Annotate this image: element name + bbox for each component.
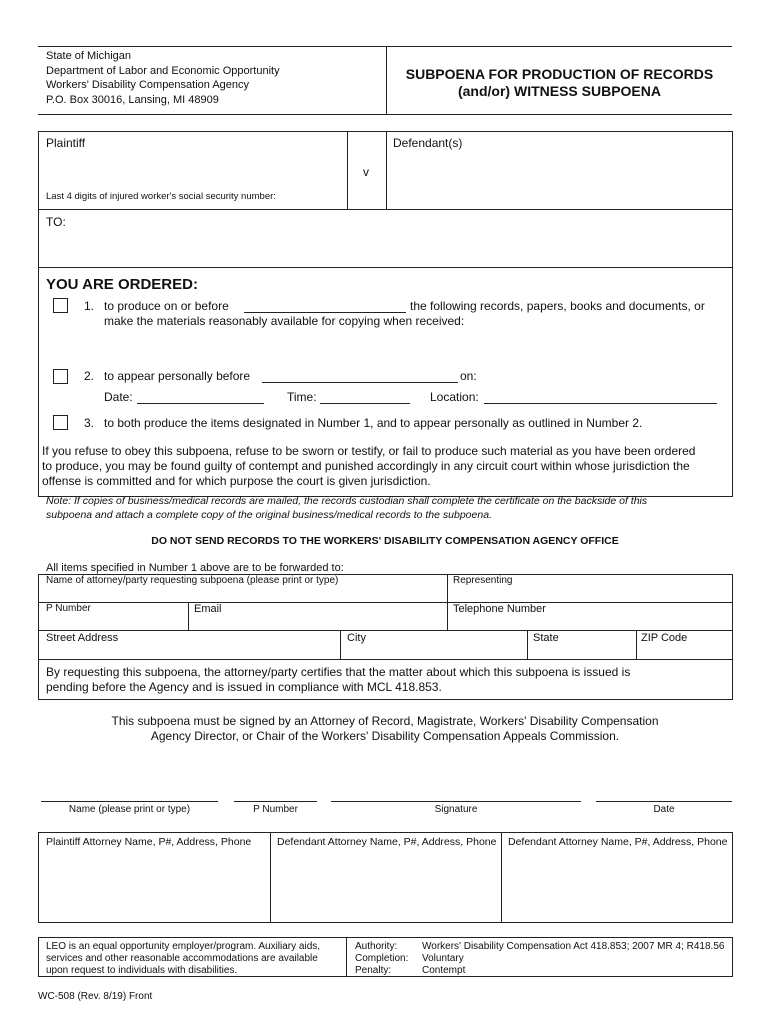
order-2-checkbox[interactable] — [53, 369, 68, 384]
city-label: City — [347, 632, 366, 644]
email-field[interactable] — [189, 616, 446, 629]
certification-line: pending before the Agency and is issued in compliance with MCL 418.853. — [46, 680, 442, 694]
certification-line: By requesting this subpoena, the attorney/party certifies that the matter about which this subpoena is issued is — [46, 665, 631, 679]
pnumber-field[interactable] — [39, 616, 187, 629]
authority-value: Workers' Disability Compensation Act 418.853; 2007 MR 4; R418.56 — [422, 941, 725, 952]
appear-before-field[interactable] — [262, 368, 458, 383]
defendant-label: Defendant(s) — [393, 136, 463, 150]
mail-note — [46, 495, 647, 522]
penalty-value: Contempt — [422, 965, 466, 976]
signer-name-label: Name (please print or type) — [68, 804, 191, 815]
location-label: Location: — [430, 390, 479, 404]
order-3-number: 3. — [84, 416, 95, 430]
zip-label: ZIP Code — [641, 632, 688, 644]
signature-label: Signature — [434, 804, 478, 815]
order-1-number: 1. — [84, 299, 95, 313]
plaintiff-attorney-field[interactable] — [39, 852, 269, 920]
eeo-statement — [46, 941, 320, 977]
agency-line: P.O. Box 30016, Lansing, MI 48909 — [46, 93, 219, 106]
form-title — [387, 66, 732, 100]
eeo-line: services and other reasonable accommodations are available — [46, 953, 318, 964]
forward-row-rule — [38, 659, 732, 660]
date-label: Date: — [104, 390, 133, 404]
representing-label: Representing — [453, 575, 513, 586]
representing-field[interactable] — [448, 588, 730, 601]
forward-row-rule — [38, 602, 732, 603]
city-field[interactable] — [341, 645, 526, 658]
authority-label: Authority: — [355, 941, 398, 952]
appear-time-field[interactable] — [320, 389, 410, 404]
legal-labels — [355, 941, 408, 977]
order-2-on-label: on: — [460, 369, 477, 383]
ordered-heading: YOU ARE ORDERED: — [46, 276, 198, 293]
eeo-line: upon request to individuals with disabilities. — [46, 965, 238, 976]
sign-date-label: Date — [653, 804, 675, 815]
forward-row-rule — [38, 630, 732, 631]
parties-divider-left — [347, 131, 348, 209]
legal-values — [422, 941, 724, 977]
email-label: Email — [194, 603, 222, 615]
state-label: State — [533, 632, 559, 644]
note-line: Note: If copies of business/medical records are mailed, the records custodian shall complete the certificate on the backside of this — [46, 495, 648, 507]
note-line: subpoena and attach a complete copy of the original business/medical records to the subpoena. — [46, 508, 492, 521]
order-3-checkbox[interactable] — [53, 415, 68, 430]
order-1-checkbox[interactable] — [53, 298, 68, 313]
completion-value: Voluntary — [422, 953, 464, 964]
penalty-label: Penalty: — [355, 965, 392, 976]
signer-pnumber-label: P Number — [253, 804, 298, 815]
produce-date-field[interactable] — [244, 298, 406, 313]
defendant-attorney-1-field[interactable] — [271, 852, 500, 920]
versus-label: v — [363, 165, 369, 179]
defendant-attorney-2-label: Defendant Attorney Name, P#, Address, Phone — [508, 836, 728, 848]
header-bottom-rule — [38, 114, 732, 115]
ssn-label: Last 4 digits of injured worker's social security number: — [46, 191, 276, 202]
refusal-warning — [42, 444, 695, 489]
plaintiff-label: Plaintiff — [46, 136, 86, 150]
parties-bottom-rule — [38, 209, 732, 210]
signature-requirement-line: Agency Director, or Chair of the Workers' Disability Compensation Appeals Commission. — [150, 729, 620, 743]
zip-field[interactable] — [637, 645, 730, 658]
agency-line: Workers' Disability Compensation Agency — [46, 79, 250, 91]
street-label: Street Address — [46, 632, 119, 644]
telephone-label: Telephone Number — [453, 603, 546, 615]
agency-line: Department of Labor and Economic Opportunity — [46, 64, 280, 77]
refusal-line: to produce, you may be found guilty of contempt and punished accordingly in any circuit court within whose jurisdiction the — [42, 459, 690, 473]
eeo-line: LEO is an equal opportunity employer/program. Auxiliary aids, — [46, 941, 321, 952]
attorney-name-label: Name of attorney/party requesting subpoena (please print or type) — [46, 575, 339, 586]
defendant-attorney-2-field[interactable] — [502, 852, 730, 920]
do-not-send-warning: DO NOT SEND RECORDS TO THE WORKERS' DISABILITY COMPENSATION AGENCY OFFICE — [151, 535, 619, 547]
appear-location-field[interactable] — [484, 389, 717, 404]
street-field[interactable] — [39, 645, 339, 658]
attorney-name-field[interactable] — [39, 588, 446, 601]
form-title-line1: SUBPOENA FOR PRODUCTION OF RECORDS — [405, 66, 714, 82]
order-2-text: to appear personally before — [104, 369, 251, 383]
appear-date-field[interactable] — [137, 389, 264, 404]
refusal-line: offense is committed and for which purpose the court is given jurisdiction. — [42, 474, 431, 488]
order-1-text: to produce on or before — [104, 299, 229, 313]
header-top-rule — [38, 46, 732, 47]
agency-address — [46, 49, 280, 107]
to-bottom-rule — [38, 267, 732, 268]
order-1-text-line2: make the materials reasonably available for copying when received: — [104, 314, 465, 328]
time-label: Time: — [287, 390, 317, 404]
form-id: WC-508 (Rev. 8/19) Front — [38, 991, 153, 1002]
parties-divider-right — [386, 131, 387, 209]
signer-pnumber-line[interactable] — [234, 801, 317, 802]
plaintiff-attorney-label: Plaintiff Attorney Name, P#, Address, Phone — [46, 836, 252, 848]
defendant-attorney-1-label: Defendant Attorney Name, P#, Address, Phone — [277, 836, 497, 848]
order-3-text: to both produce the items designated in Number 1, and to appear personally as outlined in Number 2. — [104, 416, 643, 430]
sign-date-line[interactable] — [596, 801, 732, 802]
to-label: TO: — [46, 215, 66, 229]
refusal-line: If you refuse to obey this subpoena, refuse to be sworn or testify, or fail to produce such material as you have been ordered — [42, 444, 696, 458]
form-title-line2: (and/or) WITNESS SUBPOENA — [457, 83, 661, 99]
signature-requirement — [38, 714, 732, 744]
state-field[interactable] — [528, 645, 635, 658]
telephone-field[interactable] — [448, 616, 730, 629]
forward-intro: All items specified in Number 1 above are to be forwarded to: — [46, 562, 344, 574]
completion-label: Completion: — [355, 953, 409, 964]
signature-line[interactable] — [331, 801, 581, 802]
pnumber-label: P Number — [46, 603, 91, 614]
order-1-text-cont: the following records, papers, books and documents, or — [410, 299, 705, 313]
signer-name-line[interactable] — [41, 801, 218, 802]
certification-text — [46, 665, 630, 695]
footer-col-rule — [346, 937, 347, 976]
agency-line: State of Michigan — [46, 50, 131, 62]
signature-requirement-line: This subpoena must be signed by an Attorney of Record, Magistrate, Workers' Disability Compensation — [111, 714, 659, 728]
order-2-number: 2. — [84, 369, 95, 383]
